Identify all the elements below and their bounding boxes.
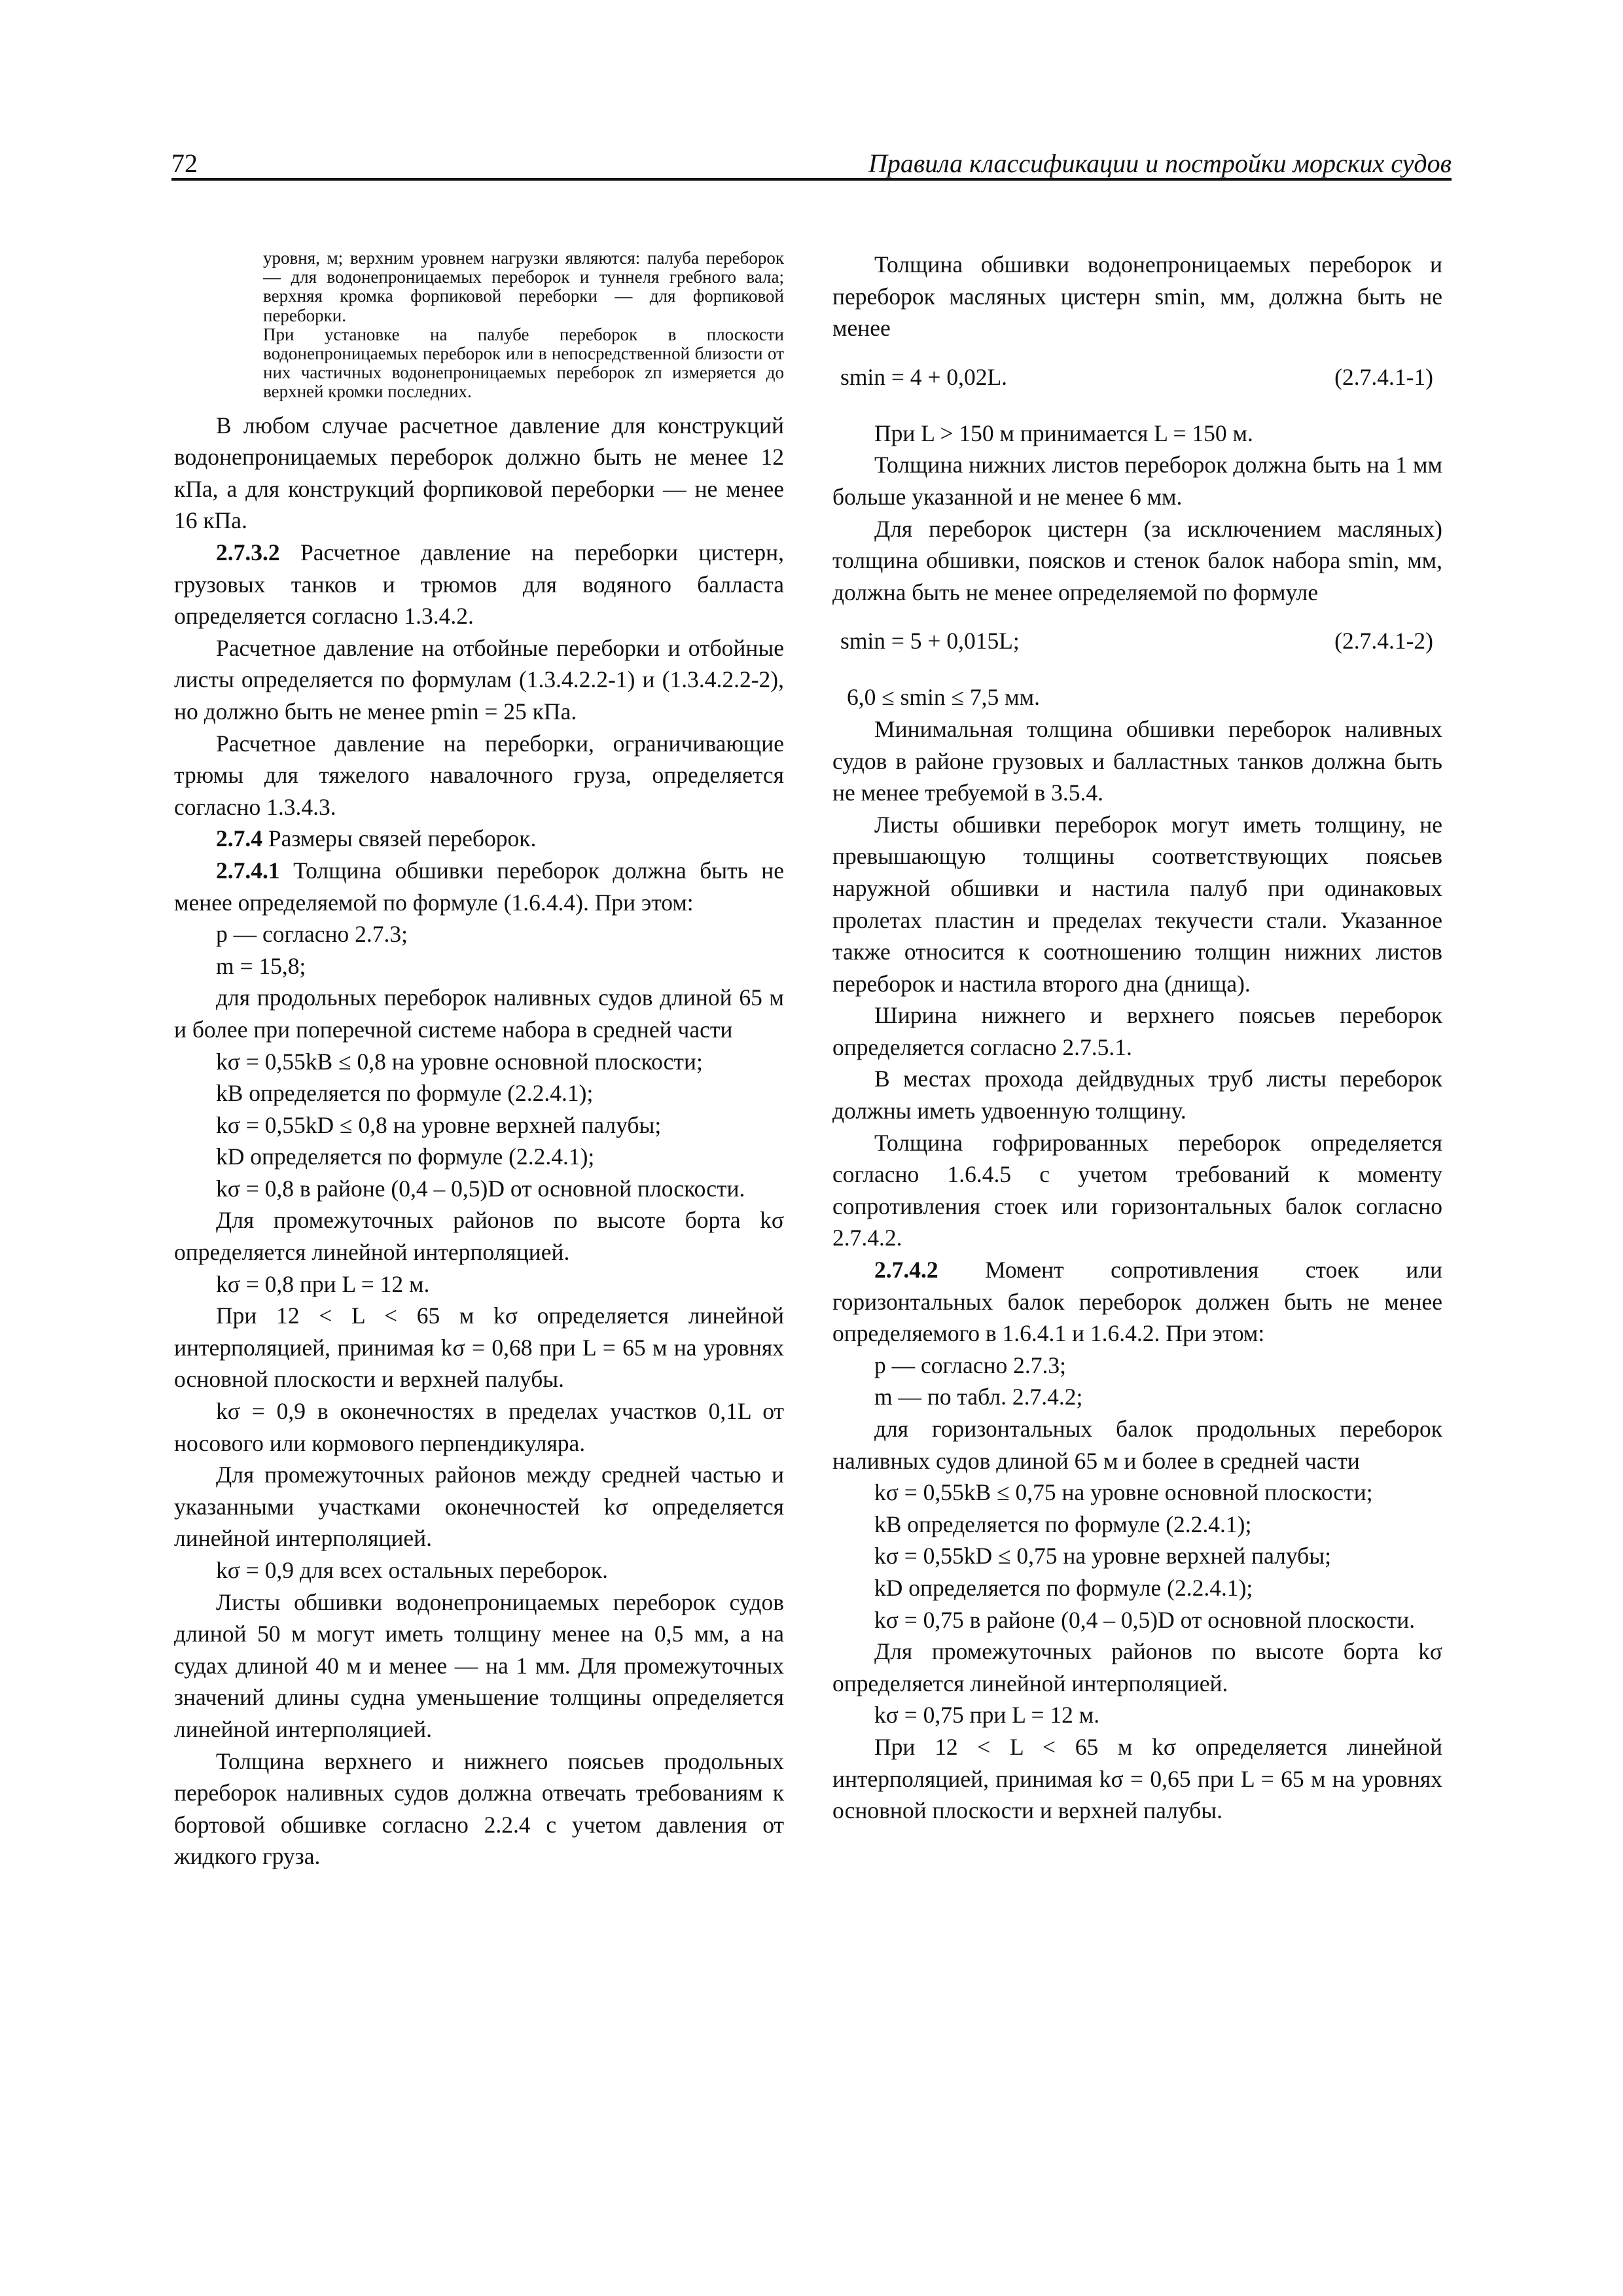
paragraph: Толщина гофрированных переборок определяется согласно 1.6.4.5 с учетом требований к моменту сопротивления стоек или горизонтальных балок согласно 2.7.4.2. bbox=[832, 1129, 1442, 1251]
paragraph: Для промежуточных районов по высоте борта kσ определяется линейной интерполяцией. bbox=[832, 1638, 1442, 1696]
paragraph: Для промежуточных районов по высоте борта kσ определяется линейной интерполяцией. bbox=[174, 1207, 784, 1266]
paragraph: 6,0 ≤ smin ≤ 7,5 мм. bbox=[847, 684, 1040, 711]
paragraph: Листы обшивки переборок могут иметь толщину, не превышающую толщины соответствующих поясьев наружной обшивки и настила палуб при одинаковых пролетах пластин и пределах текучести стали. Указанное также относится к соотношению толщин нижних листов переборок и настила второго дна (днища). bbox=[832, 811, 1442, 997]
paragraph bbox=[832, 1254, 1442, 1350]
paragraph: для продольных переборок наливных судов длиной 65 м и более при поперечной системе набора в средней части bbox=[174, 984, 784, 1043]
paragraph: Листы обшивки водонепроницаемых переборок судов длиной 50 м могут иметь толщину менее на 0,5 мм, а на судах длиной 40 м и менее — на 1 мм. Для промежуточных значений длины судна уменьшение толщины определяется линейной интерполяцией. bbox=[174, 1588, 784, 1742]
paragraph: kσ = 0,8 в районе (0,4 – 0,5)D от основной плоскости. bbox=[216, 1175, 745, 1202]
page-header bbox=[171, 148, 1452, 178]
paragraph: kσ = 0,9 в оконечностях в пределах участков 0,1L от носового или кормового перпендикуляра. bbox=[174, 1398, 784, 1456]
paragraph: Для промежуточных районов между средней частью и указанными участками оконечностей kσ определяется линейной интерполяцией. bbox=[174, 1462, 784, 1552]
formula-number: (2.7.4.1-1) bbox=[1334, 363, 1433, 390]
paragraph: Для переборок цистерн (за исключением масляных) толщина обшивки, поясков и стенок балок набора smin, мм, должна быть не менее определяемой по формуле bbox=[832, 515, 1442, 605]
formula bbox=[832, 619, 1442, 664]
paragraph: При L > 150 м принимается L = 150 м. bbox=[874, 420, 1253, 446]
footnote-text: уровня, м; верхним уровнем нагрузки являются: палуба переборок — для водонепроницаемых переборок и туннеля гребного вала; верхняя кромка форпиковой переборки — для форпиковой переборки. bbox=[263, 248, 784, 325]
paragraph bbox=[174, 537, 784, 632]
section-number: 2.7.4.1 bbox=[216, 857, 280, 884]
paragraph: kσ = 0,75 при L = 12 м. bbox=[874, 1702, 1100, 1729]
paragraph: для горизонтальных балок продольных переборок наливных судов длиной 65 м и более в средней части bbox=[832, 1416, 1442, 1474]
section-heading: Размеры связей переборок. bbox=[268, 825, 537, 852]
formula bbox=[832, 355, 1442, 401]
paragraph: kD определяется по формуле (2.2.4.1); bbox=[874, 1574, 1253, 1601]
paragraph: kσ = 0,9 для всех остальных переборок. bbox=[216, 1557, 609, 1583]
paragraph: В местах прохода дейдвудных труб листы переборок должны иметь удвоенную толщину. bbox=[832, 1066, 1442, 1124]
footnote-block bbox=[263, 249, 784, 402]
paragraph bbox=[174, 823, 784, 855]
paragraph: Расчетное давление на отбойные переборки и отбойные листы определяется по формулам (1.3.4.2.2-1) и (1.3.4.2.2-2), но должно быть не менее pmin = 25 кПа. bbox=[174, 634, 784, 725]
formula-number: (2.7.4.1-2) bbox=[1334, 628, 1433, 655]
footnote-text: При установке на палубе переборок в плоскости водонепроницаемых переборок или в непосредственной близости от них частичных водонепроницаемых переборок zп измеряется до верхней кромки последних. bbox=[263, 324, 784, 402]
paragraph-text: Момент сопротивления стоек или горизонтальных балок переборок должен быть не менее определяемого в 1.6.4.1 и 1.6.4.2. При этом: bbox=[832, 1257, 1442, 1347]
right-column bbox=[832, 249, 1442, 1827]
paragraph: kσ = 0,75 в районе (0,4 – 0,5)D от основной плоскости. bbox=[874, 1606, 1416, 1633]
paragraph: kB определяется по формуле (2.2.4.1); bbox=[216, 1080, 594, 1107]
paragraph: kσ = 0,55kB ≤ 0,75 на уровне основной плоскости; bbox=[874, 1479, 1373, 1506]
formula-expression: smin = 4 + 0,02L. bbox=[840, 363, 1008, 390]
paragraph: p — согласно 2.7.3; bbox=[216, 921, 408, 948]
page-number: 72 bbox=[171, 149, 198, 178]
header-rule bbox=[171, 178, 1452, 181]
left-column bbox=[174, 249, 784, 1873]
paragraph: Толщина нижних листов переборок должна быть на 1 мм больше указанной и не менее 6 мм. bbox=[832, 452, 1442, 510]
paragraph: Ширина нижнего и верхнего поясьев переборок определяется согласно 2.7.5.1. bbox=[832, 1002, 1442, 1060]
running-title: Правила классификации и постройки морских судов bbox=[868, 149, 1452, 178]
paragraph: Расчетное давление на переборки, ограничивающие трюмы для тяжелого навалочного груза, определяется согласно 1.3.4.3. bbox=[174, 730, 784, 820]
paragraph: m = 15,8; bbox=[216, 952, 306, 979]
paragraph: m — по табл. 2.7.4.2; bbox=[874, 1384, 1083, 1410]
paragraph-text: Толщина обшивки переборок должна быть не менее определяемой по формуле (1.6.4.4). При этом: bbox=[174, 857, 784, 916]
paragraph: kD определяется по формуле (2.2.4.1); bbox=[216, 1143, 595, 1170]
paragraph: kσ = 0,55kD ≤ 0,75 на уровне верхней палубы; bbox=[874, 1543, 1331, 1570]
paragraph: Толщина верхнего и нижнего поясьев продольных переборок наливных судов должна отвечать требованиям к бортовой обшивке согласно 2.2.4 с учетом давления от жидкого груза. bbox=[174, 1748, 784, 1870]
formula-expression: smin = 5 + 0,015L; bbox=[840, 628, 1020, 655]
section-number: 2.7.3.2 bbox=[216, 539, 280, 565]
paragraph: Минимальная толщина обшивки переборок наливных судов в районе грузовых и балластных танков должна быть не менее требуемой в 3.5.4. bbox=[832, 715, 1442, 806]
paragraph: kσ = 0,55kB ≤ 0,8 на уровне основной плоскости; bbox=[216, 1048, 703, 1075]
section-number: 2.7.4 bbox=[216, 825, 262, 852]
paragraph bbox=[174, 855, 784, 918]
paragraph: p — согласно 2.7.3; bbox=[874, 1352, 1066, 1378]
paragraph: kB определяется по формуле (2.2.4.1); bbox=[874, 1511, 1252, 1537]
section-number: 2.7.4.2 bbox=[874, 1257, 938, 1283]
paragraph: kσ = 0,8 при L = 12 м. bbox=[216, 1270, 430, 1297]
paragraph-text: Расчетное давление на переборки цистерн, грузовых танков и трюмов для водяного балласта определяется согласно 1.3.4.2. bbox=[174, 539, 784, 630]
paragraph: При 12 < L < 65 м kσ определяется линейной интерполяцией, принимая kσ = 0,65 при L = 65 м на уровнях основной плоскости и верхней палубы. bbox=[832, 1733, 1442, 1824]
paragraph: Толщина обшивки водонепроницаемых переборок и переборок масляных цистерн smin, мм, должна быть не менее bbox=[832, 251, 1442, 342]
paragraph: kσ = 0,55kD ≤ 0,8 на уровне верхней палубы; bbox=[216, 1111, 662, 1138]
paragraph: При 12 < L < 65 м kσ определяется линейной интерполяцией, принимая kσ = 0,68 при L = 65 м на уровнях основной плоскости и верхней палубы. bbox=[174, 1302, 784, 1393]
paragraph: В любом случае расчетное давление для конструкций водонепроницаемых переборок должно быть не менее 12 кПа, а для конструкций форпиковой переборки — не менее 16 кПа. bbox=[174, 412, 784, 534]
